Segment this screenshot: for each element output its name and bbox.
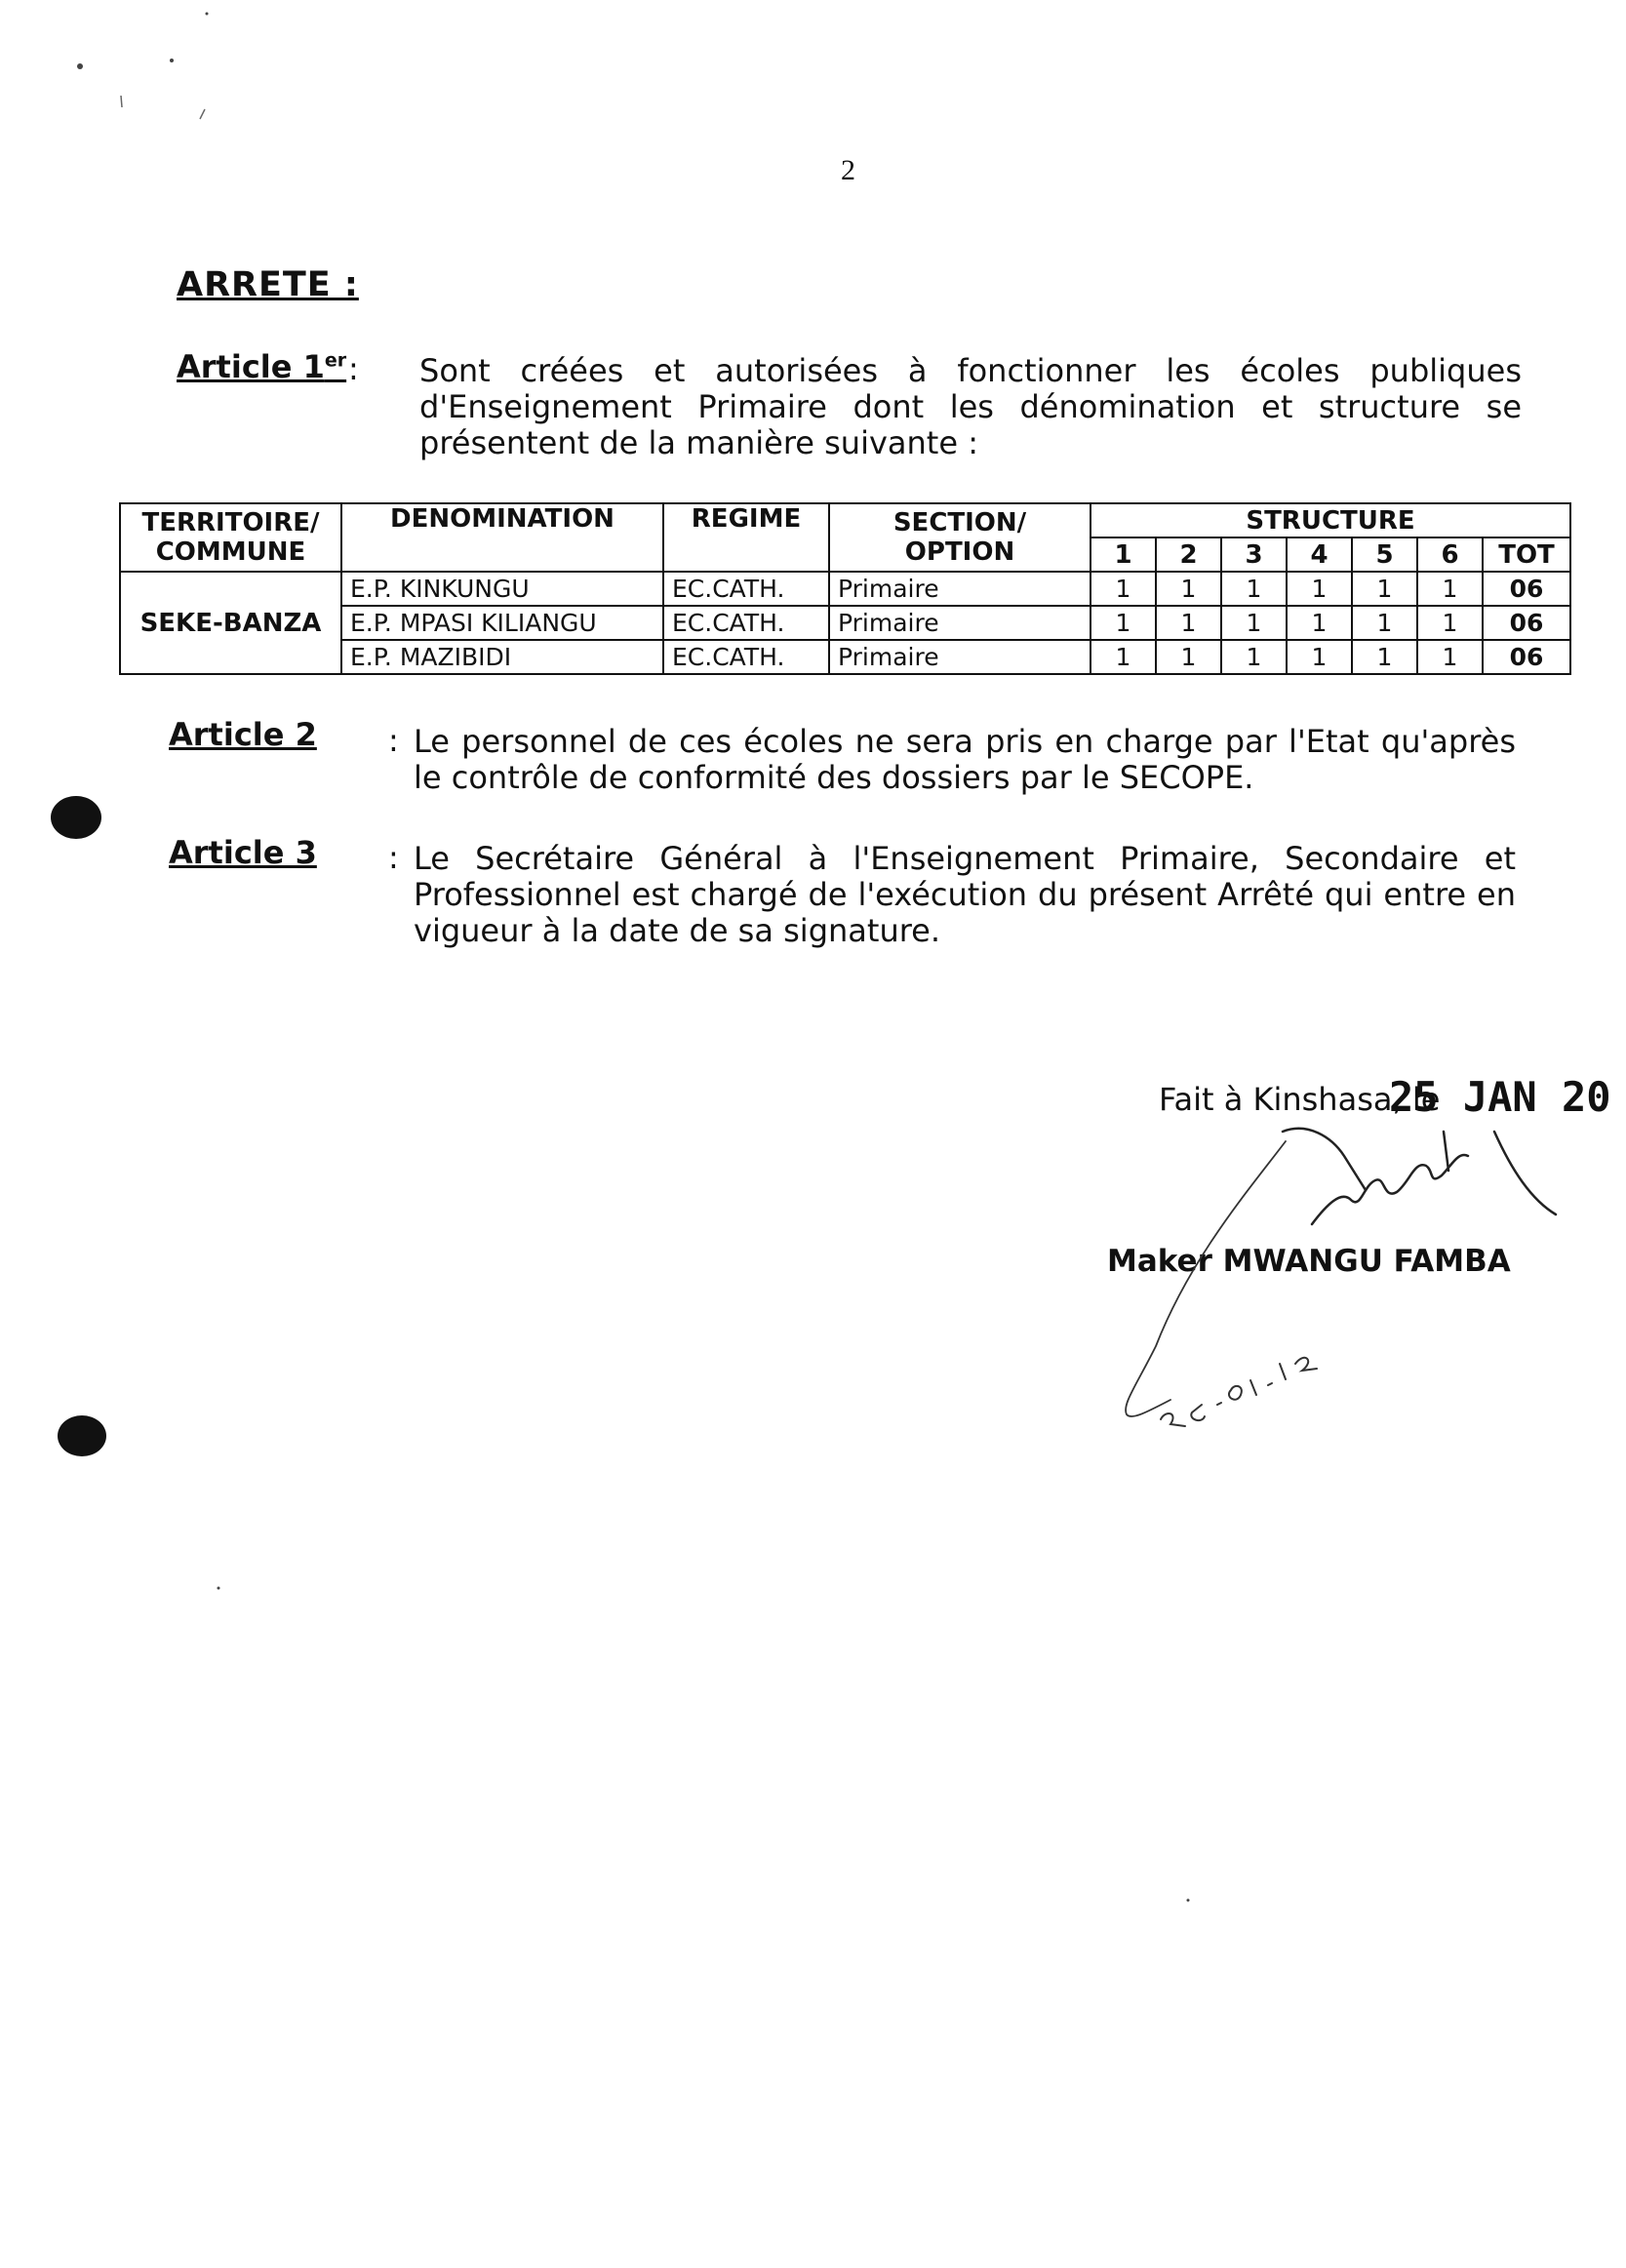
- signer-name: Maker MWANGU FAMBA: [1107, 1244, 1511, 1279]
- article-1-label: Article 1er: [177, 348, 347, 385]
- denomination-cell: E.P. MAZIBIDI: [341, 640, 663, 674]
- schools-table: [119, 502, 1571, 675]
- regime-cell: EC.CATH.: [663, 640, 829, 674]
- header-col-tot: TOT: [1483, 537, 1570, 572]
- structure-cell: 1: [1352, 572, 1417, 606]
- denomination-cell: E.P. KINKUNGU: [341, 572, 663, 606]
- header-col-3: 3: [1221, 537, 1287, 572]
- structure-cell: 1: [1417, 640, 1483, 674]
- page-number: 2: [841, 154, 855, 186]
- structure-cell: 1: [1091, 572, 1156, 606]
- article-3-label: Article 3: [169, 834, 317, 871]
- table-row: [120, 572, 1570, 606]
- denomination-cell: E.P. MPASI KILIANGU: [341, 606, 663, 640]
- header-col-6: 6: [1417, 537, 1483, 572]
- structure-cell: 1: [1287, 640, 1352, 674]
- structure-cell: 1: [1287, 572, 1352, 606]
- structure-cell: 1: [1417, 606, 1483, 640]
- structure-cell: 1: [1287, 606, 1352, 640]
- structure-cell: 1: [1352, 606, 1417, 640]
- decree-heading: ARRETE :: [177, 265, 359, 304]
- structure-cell: 1: [1091, 640, 1156, 674]
- header-denomination: DENOMINATION: [341, 503, 663, 572]
- header-col-2: 2: [1156, 537, 1221, 572]
- structure-cell: 1: [1091, 606, 1156, 640]
- header-territoire: TERRITOIRE/ COMMUNE: [120, 503, 341, 572]
- structure-cell: 1: [1221, 572, 1287, 606]
- structure-cell: 1: [1156, 606, 1221, 640]
- header-col-1: 1: [1091, 537, 1156, 572]
- article-3-text: Le Secrétaire Général à l'Enseignement Primaire, Secondaire et Professionnel est chargé de l'exécution du présent Arrêté qui entre en vigueur à la date de sa signature.: [414, 840, 1516, 949]
- article-2-label: Article 2: [169, 716, 317, 753]
- section-cell: Primaire: [829, 572, 1091, 606]
- article-2-text: Le personnel de ces écoles ne sera pris en charge par l'Etat qu'après le contrôle de conformité des dossiers par le SECOPE.: [414, 723, 1516, 796]
- article-3-separator: :: [388, 839, 399, 876]
- structure-cell: 1: [1352, 640, 1417, 674]
- section-cell: Primaire: [829, 640, 1091, 674]
- paraphe-line: [1126, 1141, 1286, 1416]
- total-cell: 06: [1483, 640, 1570, 674]
- scan-marks: [121, 96, 205, 119]
- commune-cell: SEKE-BANZA: [120, 572, 341, 674]
- handwritten-date-mark: [1161, 1358, 1317, 1426]
- total-cell: 06: [1483, 572, 1570, 606]
- date-stamp: 25 JAN 20: [1389, 1073, 1611, 1121]
- article-2-separator: :: [388, 722, 399, 759]
- signature-mark: [1283, 1129, 1556, 1224]
- total-cell: 06: [1483, 606, 1570, 640]
- structure-cell: 1: [1417, 572, 1483, 606]
- article-1-separator: :: [348, 350, 359, 387]
- article-1-text: Sont créées et autorisées à fonctionner les écoles publiques d'Enseignement Primaire dont les dénomination et structure se présentent de la manière suivante :: [419, 352, 1522, 461]
- structure-cell: 1: [1156, 572, 1221, 606]
- header-col-5: 5: [1352, 537, 1417, 572]
- structure-cell: 1: [1221, 606, 1287, 640]
- regime-cell: EC.CATH.: [663, 606, 829, 640]
- regime-cell: EC.CATH.: [663, 572, 829, 606]
- section-cell: Primaire: [829, 606, 1091, 640]
- header-col-4: 4: [1287, 537, 1352, 572]
- header-structure: STRUCTURE: [1091, 503, 1570, 537]
- structure-cell: 1: [1156, 640, 1221, 674]
- header-regime: REGIME: [663, 503, 829, 572]
- place-line: Fait à Kinshasa, le: [1159, 1081, 1441, 1118]
- punch-holes: [51, 796, 106, 1456]
- header-section: SECTION/ OPTION: [829, 503, 1091, 572]
- structure-cell: 1: [1221, 640, 1287, 674]
